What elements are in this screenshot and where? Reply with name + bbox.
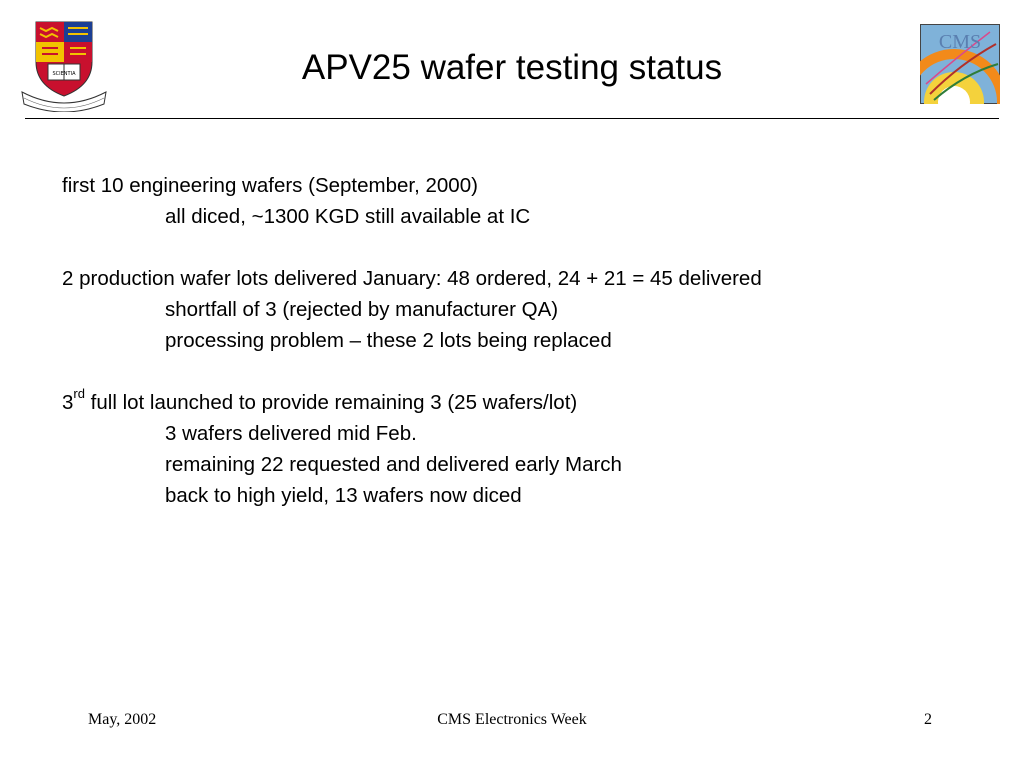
slide-title: APV25 wafer testing status — [301, 48, 723, 87]
sub-bullet-item: back to high yield, 13 wafers now diced — [165, 484, 522, 507]
spacer — [62, 232, 1002, 263]
bullet-text: full lot launched to provide remaining 3 (25 wafers/lot) — [84, 391, 578, 414]
sub-bullet-item: all diced, ~1300 KGD still available at IC — [165, 205, 531, 228]
sub-bullet-item: processing problem – these 2 lots being replaced — [165, 329, 612, 352]
spacer — [62, 356, 1002, 387]
slide-body — [62, 170, 1002, 511]
crest-book-text: SCIENTIA — [52, 71, 76, 77]
sub-bullet-item: shortfall of 3 (rejected by manufacturer QA) — [165, 298, 559, 321]
bullet-item — [62, 387, 1002, 418]
bullet-item: first 10 engineering wafers (September, 2000) — [62, 174, 478, 197]
university-crest-icon — [18, 18, 110, 112]
footer-event: CMS Electronics Week — [437, 711, 587, 728]
ordinal-suffix: rd — [73, 386, 85, 402]
ordinal-number: 3 — [62, 391, 74, 414]
title-divider — [25, 118, 999, 119]
bullet-item: 2 production wafer lots delivered January: 48 ordered, 24 + 21 = 45 delivered — [62, 267, 762, 290]
cms-logo-icon — [920, 24, 1000, 104]
sub-bullet-item: 3 wafers delivered mid Feb. — [165, 422, 417, 445]
footer-date: May, 2002 — [88, 711, 157, 728]
sub-bullet-item: remaining 22 requested and delivered early March — [165, 453, 622, 476]
slide-number: 2 — [924, 711, 932, 728]
cms-logo-text: CMS — [938, 31, 982, 53]
